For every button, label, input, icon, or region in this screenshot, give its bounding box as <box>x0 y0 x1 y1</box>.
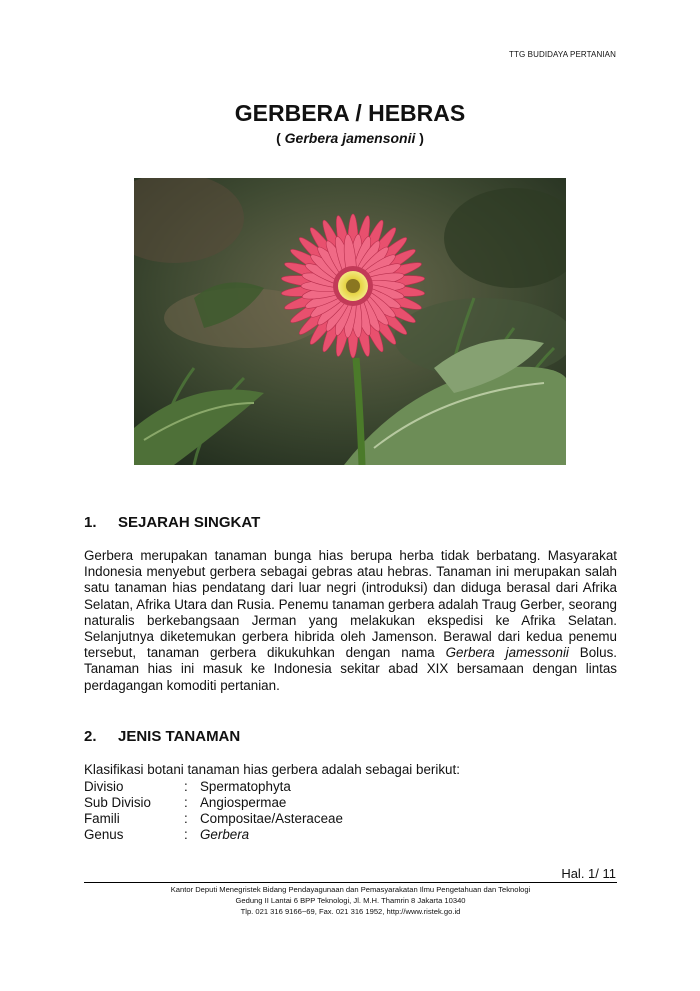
classification-colon: : <box>184 779 188 794</box>
classification-intro: Klasifikasi botani tanaman hias gerbera adalah sebagai berikut: <box>84 762 460 777</box>
header-tag: TTG BUDIDAYA PERTANIAN <box>509 50 616 59</box>
footer-line-address: Gedung II Lantai 6 BPP Teknologi, Jl. M.H. Thamrin 8 Jakarta 10340 <box>235 896 466 905</box>
subtitle-close: ) <box>415 130 424 146</box>
footer-divider <box>84 882 617 883</box>
section-title: JENIS TANAMAN <box>118 728 241 745</box>
section-heading-sejarah <box>84 514 260 531</box>
classification-label: Genus <box>84 827 124 842</box>
page-title: GERBERA / HEBRAS <box>234 100 466 126</box>
classification-colon: : <box>184 795 188 810</box>
subtitle-open: ( <box>276 130 285 146</box>
classification-colon: : <box>184 827 188 842</box>
classification-value: Compositae/Asteraceae <box>200 811 343 826</box>
page-number: Hal. 1/ 11 <box>561 866 616 881</box>
section-heading-jenis <box>84 728 240 745</box>
section-title: SEJARAH SINGKAT <box>118 514 261 531</box>
classification-colon: : <box>184 811 188 826</box>
paragraph-text: Gerbera merupakan tanaman bunga hias berupa herba tidak berbatang. Masyarakat Indonesia menyebut gerbera sebagai gebras atau hebras. Tanaman ini merupakan salah satu tanaman hias pendatang dari luar negri (introduksi) dan diduga berasal dari Afrika Selatan, Afrika Utara dan Rusia. Penemu tanaman gerbera adalah Traug Gerber, seorang naturalis berkebangsaan Jerman yang melakukan ekspedisi ke Afrika Selatan. Selanjutnya diketemukan gerbera hibrida oleh Jamenson. Berawal dari kedua penemu tersebut, tanaman gerbera dikukuhkan dengan nama <box>84 548 617 661</box>
footer-line-contact: Tlp. 021 316 9166~69, Fax. 021 316 1952, http://www.ristek.go.id <box>240 907 461 916</box>
gerbera-flower-photo <box>134 178 566 465</box>
classification-label: Sub Divisio <box>84 795 151 810</box>
page-subtitle <box>0 130 700 146</box>
section-number: 2. <box>84 728 97 745</box>
classification-value: Gerbera <box>200 827 250 842</box>
paragraph-text: Bolus. Tanaman hias ini masuk ke Indonesia sekitar abad XIX bersamaan dengan lintas perdagangan komoditi pertanian. <box>84 645 618 693</box>
section-paragraph-sejarah <box>84 548 617 694</box>
footer-line-office: Kantor Deputi Menegristek Bidang Pendayagunaan dan Pemasyarakatan Ilmu Pengetahuan dan Teknologi <box>170 885 531 894</box>
classification-label: Famili <box>84 811 120 826</box>
paragraph-latin-name: Gerbera jamessonii <box>445 645 569 661</box>
subtitle-latin-name: Gerbera jamensonii <box>284 130 416 146</box>
classification-value: Angiospermae <box>200 795 287 810</box>
classification-value: Spermatophyta <box>200 779 291 794</box>
section-number: 1. <box>84 514 97 531</box>
classification-label: Divisio <box>84 779 124 794</box>
